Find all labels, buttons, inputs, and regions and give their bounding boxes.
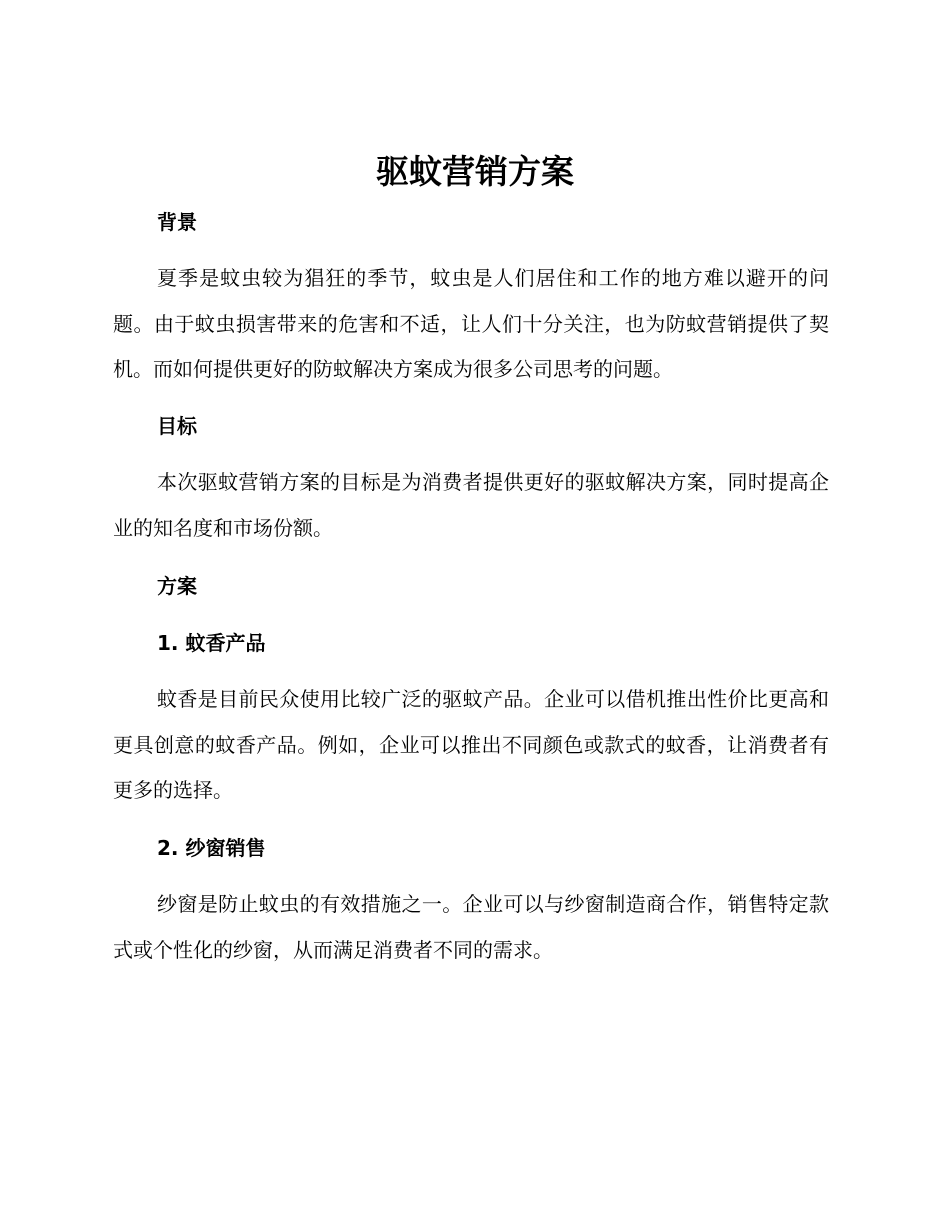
- section-heading-background: 背景: [157, 210, 197, 234]
- subsection-heading-mosquito-coil: 1. 蚊香产品: [157, 631, 266, 655]
- section-heading-goal: 目标: [157, 414, 197, 438]
- section-heading-plan: 方案: [157, 574, 197, 598]
- section-paragraph-goal: 本次驱蚊营销方案的目标是为消费者提供更好的驱蚊解决方案，同时提高企业的知名度和市场份额。: [113, 470, 829, 540]
- subsection-paragraph-window-screen: 纱窗是防止蚊虫的有效措施之一。企业可以与纱窗制造商合作，销售特定款式或个性化的纱窗，从而满足消费者不同的需求。: [113, 892, 829, 962]
- section-paragraph-background: 夏季是蚊虫较为猖狂的季节，蚊虫是人们居住和工作的地方难以避开的问题。由于蚊虫损害带来的危害和不适，让人们十分关注，也为防蚊营销提供了契机。而如何提供更好的防蚊解决方案成为很多公司思考的问题。: [113, 266, 829, 381]
- subsection-heading-window-screen: 2. 纱窗销售: [157, 836, 266, 860]
- document-title: 驱蚊营销方案: [376, 152, 574, 191]
- subsection-paragraph-mosquito-coil: 蚊香是目前民众使用比较广泛的驱蚊产品。企业可以借机推出性价比更高和更具创意的蚊香产品。例如，企业可以推出不同颜色或款式的蚊香，让消费者有更多的选择。: [113, 687, 829, 802]
